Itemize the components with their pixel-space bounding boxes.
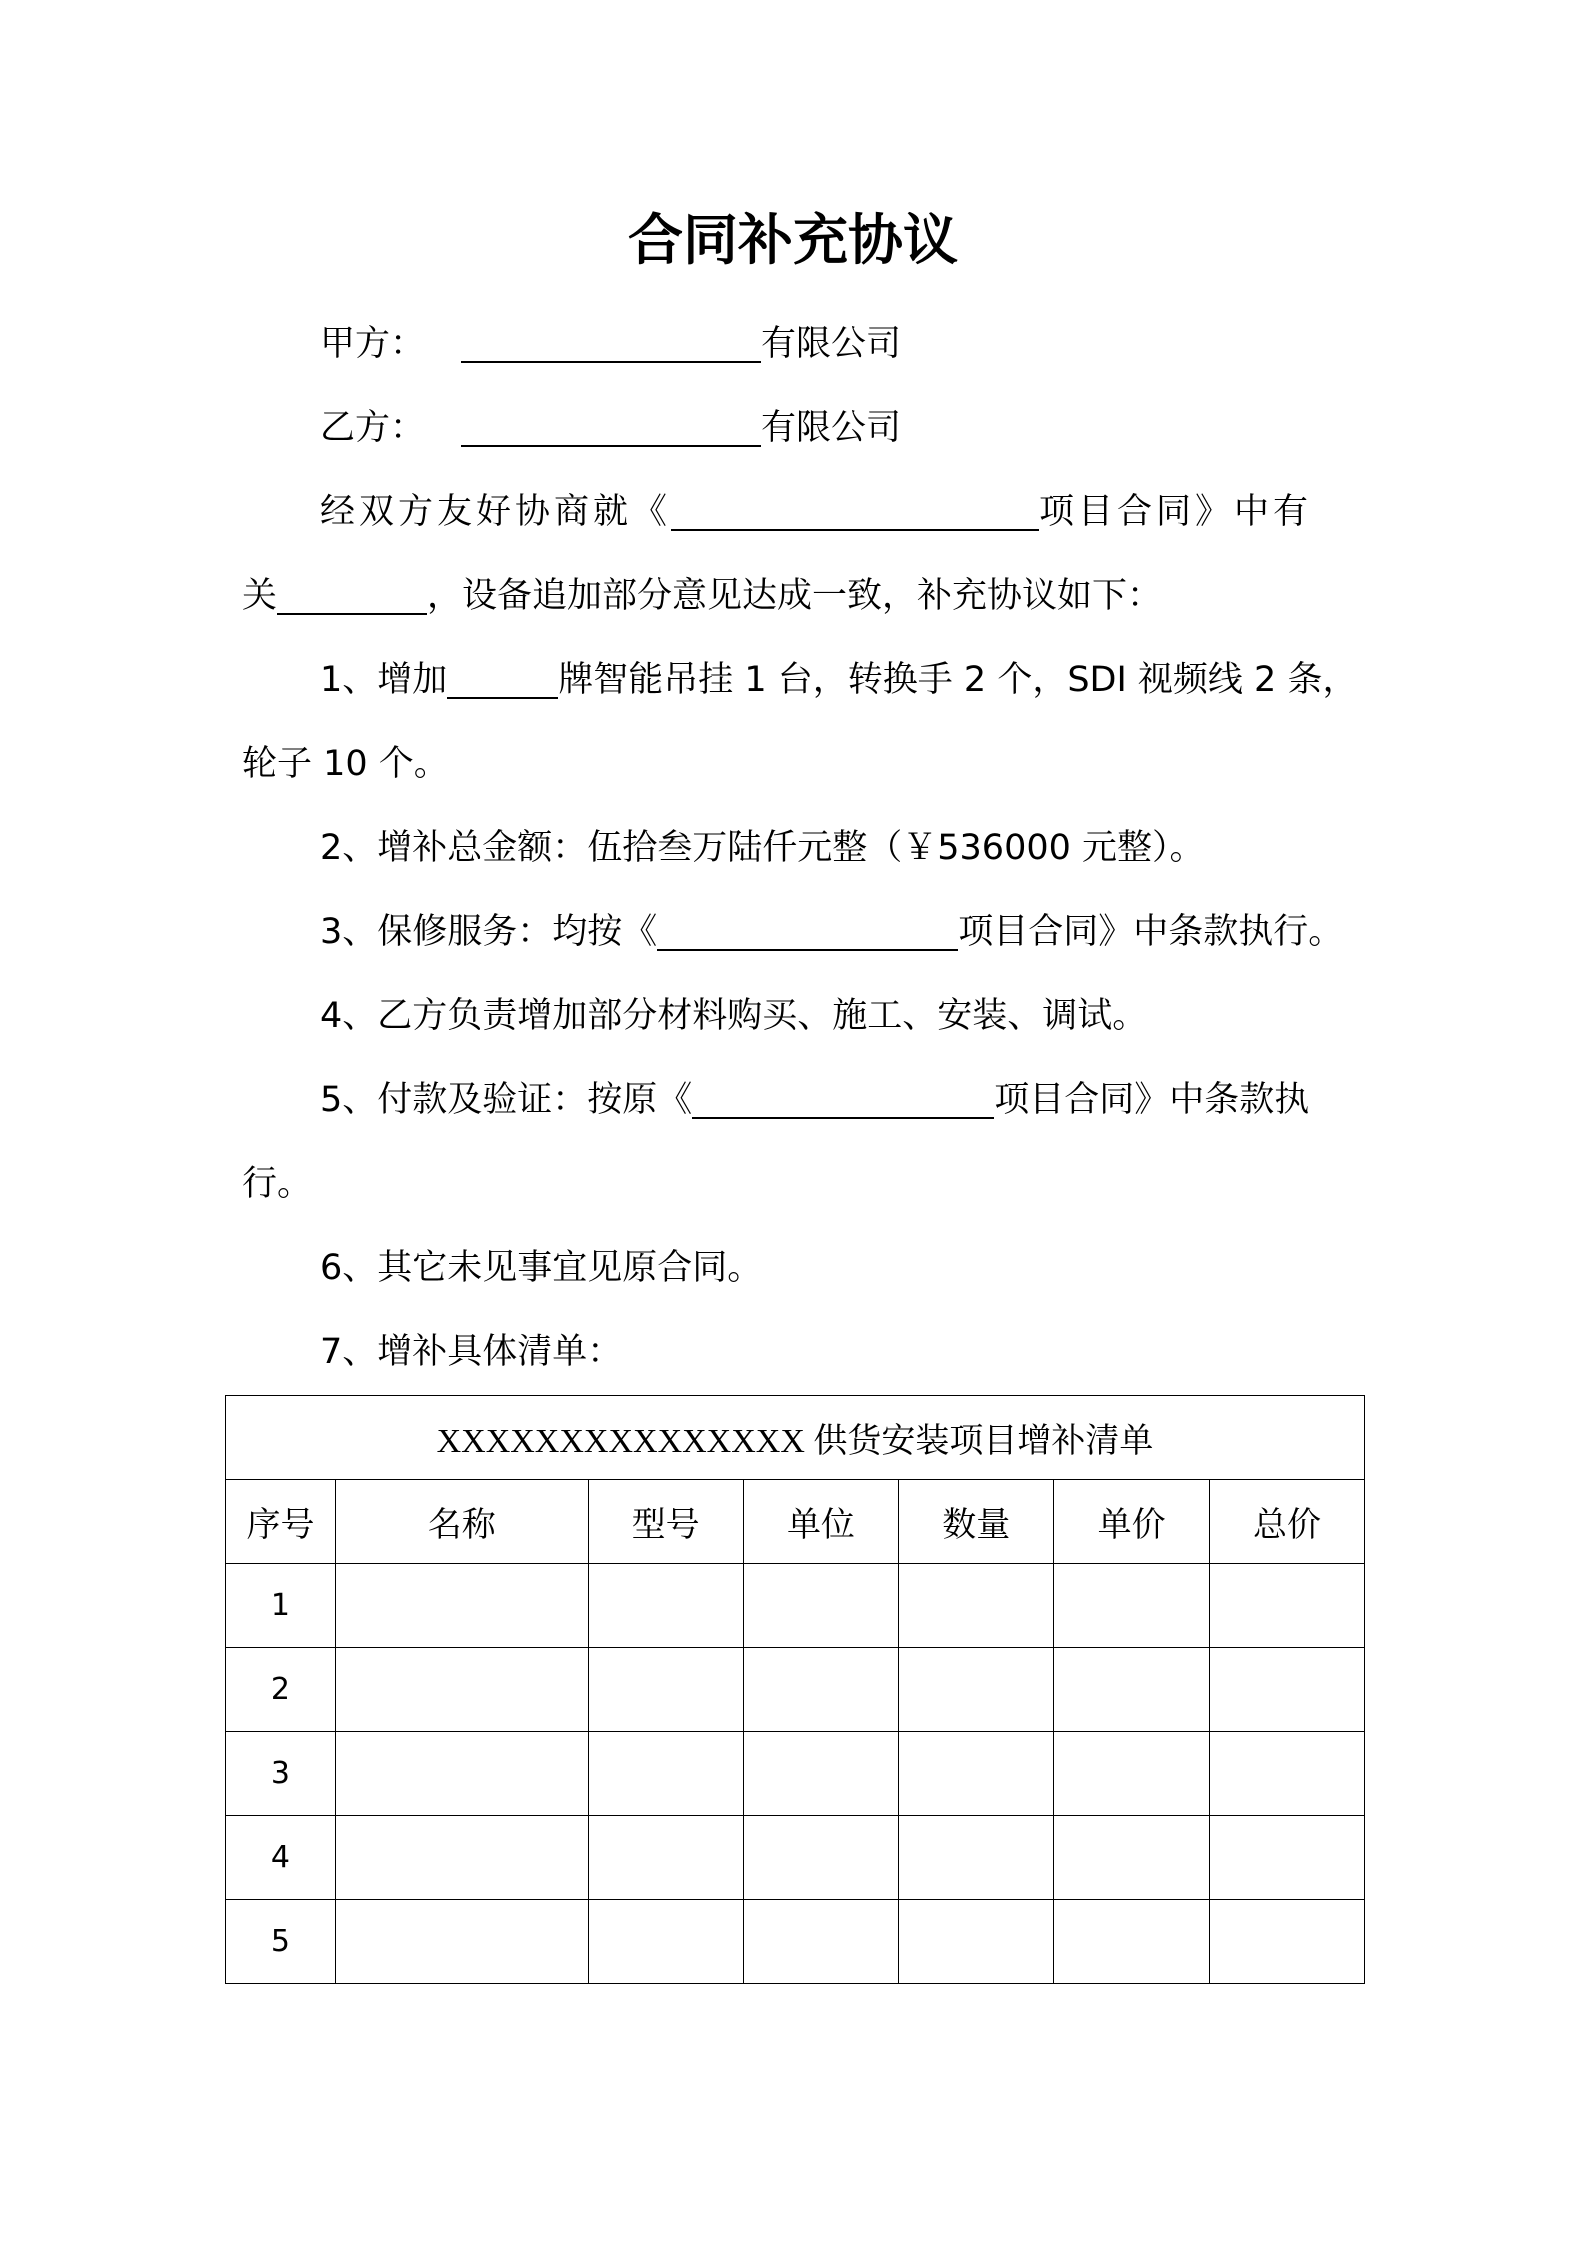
- cell-name[interactable]: [335, 1732, 588, 1816]
- intro-line2-suffix: ，设备追加部分意见达成一致，补充协议如下：: [427, 576, 1163, 616]
- supplement-list-table: [225, 1395, 1365, 1984]
- related-matter-blank[interactable]: [277, 575, 427, 615]
- item-1-line: [320, 658, 1450, 702]
- item-5-prefix: 5、付款及验证：按原《: [320, 1080, 693, 1120]
- row-index: 5: [226, 1900, 336, 1984]
- document-title: 合同补充协议: [627, 208, 958, 272]
- party-a-name-blank[interactable]: [461, 323, 761, 363]
- item-1-suffix: 牌智能吊挂 1 台，转换手 2 个，SDI 视频线 2 条，: [558, 660, 1358, 700]
- table-row: [226, 1648, 1365, 1732]
- cell-unit[interactable]: [743, 1564, 899, 1648]
- party-a-label: 甲方：: [320, 324, 426, 364]
- item-3-prefix: 3、保修服务：均按《: [320, 912, 658, 952]
- cell-unit[interactable]: [743, 1732, 899, 1816]
- table-row: [226, 1564, 1365, 1648]
- cell-model[interactable]: [588, 1732, 743, 1816]
- row-index: 2: [226, 1648, 336, 1732]
- cell-name[interactable]: [335, 1816, 588, 1900]
- cell-quantity[interactable]: [899, 1732, 1054, 1816]
- cell-quantity[interactable]: [899, 1900, 1054, 1984]
- cell-total[interactable]: [1210, 1732, 1365, 1816]
- cell-model[interactable]: [588, 1648, 743, 1732]
- cell-model[interactable]: [588, 1816, 743, 1900]
- intro-line1-suffix: 项目合同》中有: [1039, 492, 1313, 532]
- header-model: 型号: [588, 1480, 743, 1564]
- item-1-prefix: 1、增加: [320, 660, 448, 700]
- cell-unit[interactable]: [743, 1900, 899, 1984]
- item-3-suffix: 项目合同》中条款执行。: [958, 912, 1344, 952]
- header-unit: 单位: [743, 1480, 899, 1564]
- cell-quantity[interactable]: [899, 1816, 1054, 1900]
- item-5-suffix: 项目合同》中条款执: [994, 1080, 1310, 1120]
- cell-quantity[interactable]: [899, 1648, 1054, 1732]
- table-caption: XXXXXXXXXXXXXXX 供货安装项目增补清单: [226, 1396, 1365, 1480]
- original-contract-name-blank[interactable]: [671, 491, 1039, 531]
- item-7-line: 7、增补具体清单：: [320, 1332, 623, 1372]
- cell-unit-price[interactable]: [1054, 1648, 1210, 1732]
- cell-name[interactable]: [335, 1900, 588, 1984]
- cell-quantity[interactable]: [899, 1564, 1054, 1648]
- cell-model[interactable]: [588, 1564, 743, 1648]
- party-a-line: [320, 322, 1450, 366]
- table-row: [226, 1732, 1365, 1816]
- party-b-name-blank[interactable]: [461, 407, 761, 447]
- table-caption-row: [226, 1396, 1365, 1480]
- intro-line1-prefix: 经双方友好协商就《: [320, 492, 672, 532]
- cell-model[interactable]: [588, 1900, 743, 1984]
- intro-line-2: [242, 574, 1372, 618]
- cell-total[interactable]: [1210, 1816, 1365, 1900]
- item-2-line: 2、增补总金额：伍拾叁万陆仟元整（￥536000 元整）。: [320, 828, 1205, 868]
- party-a-suffix: 有限公司: [761, 324, 902, 364]
- item-6-line: 6、其它未见事宜见原合同。: [320, 1248, 763, 1288]
- payment-contract-blank[interactable]: [692, 1079, 994, 1119]
- table-row: [226, 1816, 1365, 1900]
- header-index: 序号: [226, 1480, 336, 1564]
- cell-unit-price[interactable]: [1054, 1732, 1210, 1816]
- intro-line-1: [320, 490, 1450, 534]
- item-3-line: [320, 910, 1450, 954]
- cell-unit[interactable]: [743, 1648, 899, 1732]
- party-b-suffix: 有限公司: [761, 408, 902, 448]
- row-index: 4: [226, 1816, 336, 1900]
- header-unit-price: 单价: [1054, 1480, 1210, 1564]
- item-5-continuation: 行。: [242, 1164, 313, 1204]
- cell-unit-price[interactable]: [1054, 1816, 1210, 1900]
- cell-name[interactable]: [335, 1564, 588, 1648]
- cell-unit-price[interactable]: [1054, 1900, 1210, 1984]
- cell-unit[interactable]: [743, 1816, 899, 1900]
- intro-line2-prefix: 关: [242, 576, 278, 616]
- warranty-contract-blank[interactable]: [657, 911, 958, 951]
- cell-total[interactable]: [1210, 1564, 1365, 1648]
- header-quantity: 数量: [899, 1480, 1054, 1564]
- item-5-line: [320, 1078, 1450, 1122]
- cell-unit-price[interactable]: [1054, 1564, 1210, 1648]
- party-b-label: 乙方：: [320, 408, 426, 448]
- cell-name[interactable]: [335, 1648, 588, 1732]
- header-name: 名称: [335, 1480, 588, 1564]
- cell-total[interactable]: [1210, 1648, 1365, 1732]
- party-b-line: [320, 406, 1450, 450]
- row-index: 1: [226, 1564, 336, 1648]
- item-1-continuation: 轮子 10 个。: [242, 744, 449, 784]
- header-total: 总价: [1210, 1480, 1365, 1564]
- row-index: 3: [226, 1732, 336, 1816]
- brand-blank[interactable]: [447, 659, 558, 699]
- table-header-row: [226, 1480, 1365, 1564]
- item-4-line: 4、乙方负责增加部分材料购买、施工、安装、调试。: [320, 996, 1148, 1036]
- cell-total[interactable]: [1210, 1900, 1365, 1984]
- table-row: [226, 1900, 1365, 1984]
